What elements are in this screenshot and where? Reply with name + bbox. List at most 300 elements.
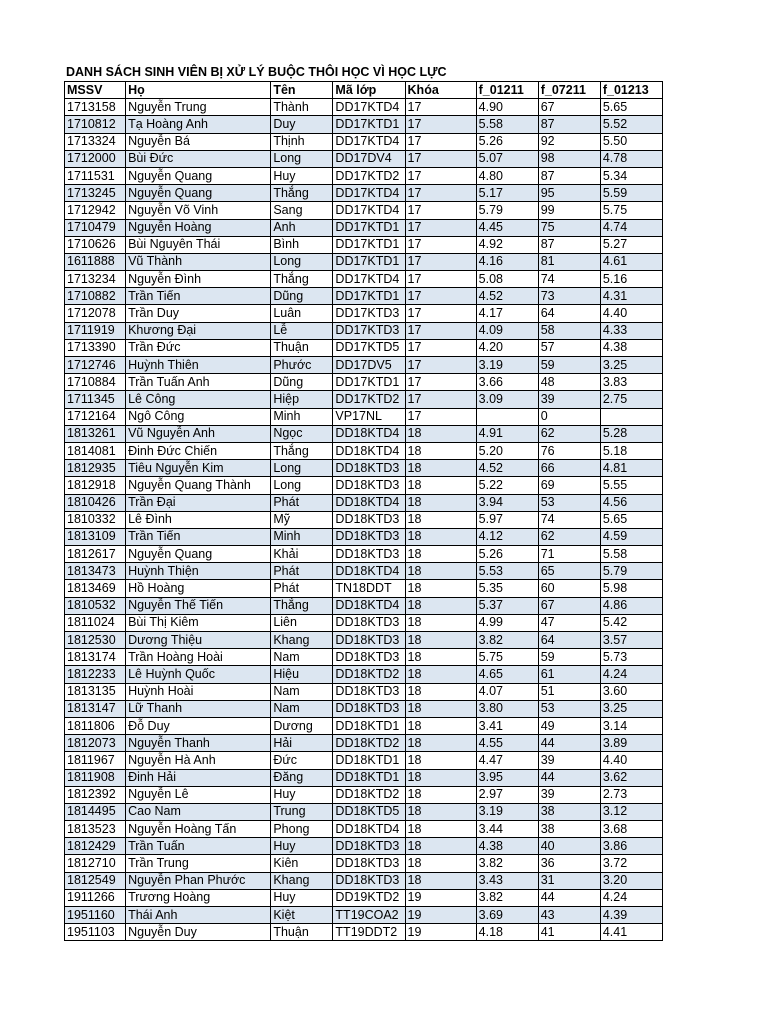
cell-f-07211[interactable]: 65	[538, 563, 600, 580]
cell-mssv[interactable]: 1712942	[65, 202, 126, 219]
cell-ten[interactable]: Anh	[271, 219, 333, 236]
cell-f-01213[interactable]: 5.28	[600, 425, 662, 442]
cell-ho[interactable]: Nguyễn Hà Anh	[126, 752, 271, 769]
cell-ma-lop[interactable]: DD18KTD3	[333, 614, 405, 631]
cell-ma-lop[interactable]: DD18KTD3	[333, 649, 405, 666]
cell-f-07211[interactable]: 53	[538, 494, 600, 511]
cell-ho[interactable]: Nguyễn Thanh	[126, 735, 271, 752]
cell-f-07211[interactable]: 74	[538, 511, 600, 528]
cell-ma-lop[interactable]: DD17KTD1	[333, 253, 405, 270]
cell-f-01211[interactable]: 4.65	[476, 666, 538, 683]
cell-ten[interactable]: Huy	[271, 786, 333, 803]
cell-f-01211[interactable]: 4.52	[476, 288, 538, 305]
cell-f-01213[interactable]: 3.83	[600, 374, 662, 391]
cell-mssv[interactable]: 1713158	[65, 99, 126, 116]
cell-f-01211[interactable]: 4.80	[476, 167, 538, 184]
cell-ho[interactable]: Tiêu Nguyễn Kim	[126, 460, 271, 477]
cell-ho[interactable]: Trần Tuấn Anh	[126, 374, 271, 391]
cell-ma-lop[interactable]: DD18KTD3	[333, 700, 405, 717]
cell-f-01211[interactable]: 4.99	[476, 614, 538, 631]
cell-f-01211[interactable]: 5.37	[476, 597, 538, 614]
cell-mssv[interactable]: 1813174	[65, 649, 126, 666]
cell-khoa[interactable]: 18	[405, 855, 476, 872]
cell-mssv[interactable]: 1811967	[65, 752, 126, 769]
cell-mssv[interactable]: 1710884	[65, 374, 126, 391]
cell-ten[interactable]: Dương	[271, 717, 333, 734]
cell-f-01211[interactable]: 3.82	[476, 632, 538, 649]
cell-ho[interactable]: Vũ Thành	[126, 253, 271, 270]
cell-ma-lop[interactable]: DD17KTD1	[333, 219, 405, 236]
cell-khoa[interactable]: 18	[405, 769, 476, 786]
cell-ten[interactable]: Huy	[271, 838, 333, 855]
cell-khoa[interactable]: 17	[405, 167, 476, 184]
cell-f-01213[interactable]: 3.25	[600, 357, 662, 374]
cell-f-01213[interactable]: 5.18	[600, 442, 662, 459]
cell-f-07211[interactable]: 95	[538, 185, 600, 202]
cell-ho[interactable]: Bùi Đức	[126, 150, 271, 167]
cell-ma-lop[interactable]: DD17KTD4	[333, 202, 405, 219]
cell-khoa[interactable]: 17	[405, 271, 476, 288]
cell-f-01213[interactable]: 5.55	[600, 477, 662, 494]
cell-f-01211[interactable]: 3.95	[476, 769, 538, 786]
cell-mssv[interactable]: 1712078	[65, 305, 126, 322]
cell-f-07211[interactable]: 39	[538, 391, 600, 408]
cell-khoa[interactable]: 18	[405, 563, 476, 580]
cell-khoa[interactable]: 18	[405, 460, 476, 477]
cell-ten[interactable]: Bình	[271, 236, 333, 253]
cell-f-01213[interactable]: 4.78	[600, 150, 662, 167]
cell-f-01213[interactable]: 4.33	[600, 322, 662, 339]
cell-mssv[interactable]: 1812530	[65, 632, 126, 649]
cell-ma-lop[interactable]: DD18KTD3	[333, 460, 405, 477]
cell-f-01213[interactable]: 4.24	[600, 666, 662, 683]
cell-mssv[interactable]: 1814495	[65, 803, 126, 820]
cell-khoa[interactable]: 18	[405, 838, 476, 855]
cell-mssv[interactable]: 1811908	[65, 769, 126, 786]
cell-f-01211[interactable]: 5.22	[476, 477, 538, 494]
cell-ten[interactable]: Thắng	[271, 597, 333, 614]
cell-ten[interactable]: Minh	[271, 528, 333, 545]
cell-ma-lop[interactable]: DD17KTD1	[333, 116, 405, 133]
cell-f-07211[interactable]: 31	[538, 872, 600, 889]
cell-ten[interactable]: Hiệp	[271, 391, 333, 408]
cell-ten[interactable]: Thành	[271, 99, 333, 116]
cell-ho[interactable]: Vũ Nguyễn Anh	[126, 425, 271, 442]
cell-f-01211[interactable]: 5.20	[476, 442, 538, 459]
cell-f-01213[interactable]: 4.86	[600, 597, 662, 614]
cell-f-01213[interactable]: 2.73	[600, 786, 662, 803]
cell-ma-lop[interactable]: DD17KTD4	[333, 99, 405, 116]
cell-khoa[interactable]: 17	[405, 339, 476, 356]
cell-ho[interactable]: Tạ Hoàng Anh	[126, 116, 271, 133]
cell-ma-lop[interactable]: DD18KTD3	[333, 528, 405, 545]
cell-mssv[interactable]: 1813523	[65, 821, 126, 838]
cell-f-01211[interactable]: 3.44	[476, 821, 538, 838]
cell-ho[interactable]: Nguyễn Quang	[126, 546, 271, 563]
cell-ten[interactable]: Đăng	[271, 769, 333, 786]
cell-f-07211[interactable]: 51	[538, 683, 600, 700]
cell-ho[interactable]: Đỗ Duy	[126, 717, 271, 734]
cell-ten[interactable]: Long	[271, 477, 333, 494]
cell-ho[interactable]: Lữ Thanh	[126, 700, 271, 717]
cell-ten[interactable]: Minh	[271, 408, 333, 425]
cell-f-01213[interactable]: 2.75	[600, 391, 662, 408]
cell-ma-lop[interactable]: DD18KTD2	[333, 735, 405, 752]
cell-ho[interactable]: Lê Huỳnh Quốc	[126, 666, 271, 683]
cell-ten[interactable]: Nam	[271, 683, 333, 700]
cell-ma-lop[interactable]: DD18KTD1	[333, 717, 405, 734]
cell-khoa[interactable]: 17	[405, 236, 476, 253]
cell-f-01213[interactable]: 5.16	[600, 271, 662, 288]
cell-ten[interactable]: Thắng	[271, 442, 333, 459]
cell-f-07211[interactable]: 62	[538, 425, 600, 442]
cell-ho[interactable]: Nguyễn Võ Vinh	[126, 202, 271, 219]
cell-f-01211[interactable]: 3.19	[476, 803, 538, 820]
cell-ma-lop[interactable]: DD17KTD4	[333, 133, 405, 150]
cell-mssv[interactable]: 1710626	[65, 236, 126, 253]
cell-mssv[interactable]: 1813261	[65, 425, 126, 442]
cell-ho[interactable]: Thái Anh	[126, 907, 271, 924]
cell-ho[interactable]: Ngô Công	[126, 408, 271, 425]
cell-f-01211[interactable]: 3.43	[476, 872, 538, 889]
cell-mssv[interactable]: 1810332	[65, 511, 126, 528]
cell-f-07211[interactable]: 75	[538, 219, 600, 236]
cell-f-01211[interactable]: 4.20	[476, 339, 538, 356]
cell-f-07211[interactable]: 59	[538, 649, 600, 666]
cell-mssv[interactable]: 1813147	[65, 700, 126, 717]
cell-f-01211[interactable]: 4.09	[476, 322, 538, 339]
cell-f-07211[interactable]: 92	[538, 133, 600, 150]
cell-khoa[interactable]: 17	[405, 133, 476, 150]
cell-f-01211[interactable]: 4.17	[476, 305, 538, 322]
header-ma-lop[interactable]: Mã lớp	[333, 82, 405, 99]
cell-khoa[interactable]: 18	[405, 511, 476, 528]
cell-khoa[interactable]: 18	[405, 614, 476, 631]
cell-khoa[interactable]: 18	[405, 546, 476, 563]
cell-f-01213[interactable]: 5.75	[600, 202, 662, 219]
cell-ma-lop[interactable]: DD17KTD2	[333, 167, 405, 184]
cell-f-01213[interactable]: 4.61	[600, 253, 662, 270]
cell-ma-lop[interactable]: DD17KTD5	[333, 339, 405, 356]
cell-f-01213[interactable]: 4.56	[600, 494, 662, 511]
header-khoa[interactable]: Khóa	[405, 82, 476, 99]
cell-f-07211[interactable]: 67	[538, 597, 600, 614]
cell-f-07211[interactable]: 40	[538, 838, 600, 855]
cell-ma-lop[interactable]: DD18KTD4	[333, 597, 405, 614]
cell-ho[interactable]: Bùi Nguyên Thái	[126, 236, 271, 253]
cell-khoa[interactable]: 18	[405, 632, 476, 649]
cell-f-01213[interactable]: 4.59	[600, 528, 662, 545]
cell-ho[interactable]: Nguyễn Quang	[126, 167, 271, 184]
cell-mssv[interactable]: 1814081	[65, 442, 126, 459]
cell-ma-lop[interactable]: DD17KTD3	[333, 305, 405, 322]
cell-ho[interactable]: Đinh Đức Chiến	[126, 442, 271, 459]
cell-mssv[interactable]: 1812710	[65, 855, 126, 872]
cell-mssv[interactable]: 1712746	[65, 357, 126, 374]
cell-f-01211[interactable]: 5.07	[476, 150, 538, 167]
cell-f-01213[interactable]: 5.65	[600, 99, 662, 116]
cell-ma-lop[interactable]: DD17KTD1	[333, 288, 405, 305]
cell-khoa[interactable]: 17	[405, 408, 476, 425]
cell-ma-lop[interactable]: TT19COA2	[333, 907, 405, 924]
cell-khoa[interactable]: 18	[405, 666, 476, 683]
cell-ten[interactable]: Thuận	[271, 924, 333, 941]
cell-f-01211[interactable]: 5.75	[476, 649, 538, 666]
cell-ho[interactable]: Huỳnh Hoài	[126, 683, 271, 700]
cell-f-01211[interactable]: 2.97	[476, 786, 538, 803]
cell-f-01213[interactable]: 3.60	[600, 683, 662, 700]
cell-f-01213[interactable]: 4.81	[600, 460, 662, 477]
cell-ma-lop[interactable]: DD17KTD1	[333, 236, 405, 253]
cell-f-01211[interactable]: 5.26	[476, 546, 538, 563]
header-ho[interactable]: Họ	[126, 82, 271, 99]
cell-mssv[interactable]: 1951103	[65, 924, 126, 941]
cell-ma-lop[interactable]: DD18KTD4	[333, 821, 405, 838]
cell-ho[interactable]: Trần Tuấn	[126, 838, 271, 855]
cell-mssv[interactable]: 1812935	[65, 460, 126, 477]
cell-ho[interactable]: Huỳnh Thiện	[126, 563, 271, 580]
cell-ma-lop[interactable]: DD17KTD4	[333, 271, 405, 288]
cell-ho[interactable]: Dương Thiệu	[126, 632, 271, 649]
cell-ma-lop[interactable]: DD17KTD2	[333, 391, 405, 408]
cell-mssv[interactable]: 1712000	[65, 150, 126, 167]
cell-ten[interactable]: Khải	[271, 546, 333, 563]
cell-f-01211[interactable]: 5.26	[476, 133, 538, 150]
cell-ten[interactable]: Khang	[271, 632, 333, 649]
cell-mssv[interactable]: 1811806	[65, 717, 126, 734]
cell-f-07211[interactable]: 62	[538, 528, 600, 545]
cell-ten[interactable]: Phát	[271, 563, 333, 580]
cell-f-07211[interactable]: 0	[538, 408, 600, 425]
cell-f-01213[interactable]: 5.65	[600, 511, 662, 528]
cell-f-01213[interactable]: 5.52	[600, 116, 662, 133]
cell-f-07211[interactable]: 60	[538, 580, 600, 597]
cell-f-01211[interactable]: 4.47	[476, 752, 538, 769]
cell-mssv[interactable]: 1710882	[65, 288, 126, 305]
cell-ten[interactable]: Thắng	[271, 185, 333, 202]
cell-ho[interactable]: Trần Hoàng Hoài	[126, 649, 271, 666]
cell-f-07211[interactable]: 53	[538, 700, 600, 717]
cell-mssv[interactable]: 1711531	[65, 167, 126, 184]
cell-mssv[interactable]: 1812549	[65, 872, 126, 889]
cell-ma-lop[interactable]: DD19KTD2	[333, 889, 405, 906]
cell-ho[interactable]: Đinh Hải	[126, 769, 271, 786]
cell-ten[interactable]: Phước	[271, 357, 333, 374]
cell-ma-lop[interactable]: DD17DV5	[333, 357, 405, 374]
cell-f-07211[interactable]: 44	[538, 735, 600, 752]
cell-ma-lop[interactable]: DD18KTD4	[333, 494, 405, 511]
cell-f-07211[interactable]: 44	[538, 889, 600, 906]
cell-f-07211[interactable]: 39	[538, 752, 600, 769]
cell-ho[interactable]: Bùi Thị Kiêm	[126, 614, 271, 631]
header-ten[interactable]: Tên	[271, 82, 333, 99]
cell-f-01211[interactable]: 3.41	[476, 717, 538, 734]
header-f-07211[interactable]: f_07211	[538, 82, 600, 99]
cell-f-07211[interactable]: 73	[538, 288, 600, 305]
cell-ten[interactable]: Hải	[271, 735, 333, 752]
cell-f-01213[interactable]: 4.40	[600, 752, 662, 769]
cell-f-01211[interactable]: 3.80	[476, 700, 538, 717]
cell-f-07211[interactable]: 61	[538, 666, 600, 683]
cell-mssv[interactable]: 1812073	[65, 735, 126, 752]
cell-f-07211[interactable]: 43	[538, 907, 600, 924]
cell-f-01211[interactable]: 3.69	[476, 907, 538, 924]
cell-mssv[interactable]: 1812918	[65, 477, 126, 494]
cell-f-01211[interactable]: 5.08	[476, 271, 538, 288]
cell-ho[interactable]: Trương Hoàng	[126, 889, 271, 906]
cell-f-01213[interactable]: 4.24	[600, 889, 662, 906]
cell-mssv[interactable]: 1812392	[65, 786, 126, 803]
cell-f-01211[interactable]: 4.38	[476, 838, 538, 855]
cell-khoa[interactable]: 17	[405, 116, 476, 133]
cell-ho[interactable]: Nguyễn Thế Tiến	[126, 597, 271, 614]
cell-ma-lop[interactable]: DD18KTD3	[333, 477, 405, 494]
cell-ho[interactable]: Huỳnh Thiên	[126, 357, 271, 374]
cell-f-07211[interactable]: 66	[538, 460, 600, 477]
cell-ten[interactable]: Dũng	[271, 288, 333, 305]
cell-ma-lop[interactable]: DD17DV4	[333, 150, 405, 167]
cell-ho[interactable]: Nguyễn Phan Phước	[126, 872, 271, 889]
cell-f-01211[interactable]: 3.82	[476, 855, 538, 872]
cell-khoa[interactable]: 18	[405, 700, 476, 717]
cell-f-07211[interactable]: 39	[538, 786, 600, 803]
cell-ma-lop[interactable]: DD18KTD3	[333, 546, 405, 563]
cell-ma-lop[interactable]: DD18KTD3	[333, 855, 405, 872]
cell-f-07211[interactable]: 69	[538, 477, 600, 494]
cell-khoa[interactable]: 18	[405, 528, 476, 545]
cell-ma-lop[interactable]: DD18KTD5	[333, 803, 405, 820]
cell-khoa[interactable]: 18	[405, 735, 476, 752]
cell-ma-lop[interactable]: TT19DDT2	[333, 924, 405, 941]
cell-f-01213[interactable]: 4.38	[600, 339, 662, 356]
cell-ma-lop[interactable]: DD18KTD3	[333, 872, 405, 889]
cell-ho[interactable]: Cao Nam	[126, 803, 271, 820]
cell-mssv[interactable]: 1911266	[65, 889, 126, 906]
cell-mssv[interactable]: 1812429	[65, 838, 126, 855]
cell-ho[interactable]: Nguyễn Quang Thành	[126, 477, 271, 494]
cell-f-07211[interactable]: 41	[538, 924, 600, 941]
cell-mssv[interactable]: 1813473	[65, 563, 126, 580]
cell-f-01213[interactable]: 3.57	[600, 632, 662, 649]
cell-ten[interactable]: Mỹ	[271, 511, 333, 528]
cell-ma-lop[interactable]: DD18KTD2	[333, 786, 405, 803]
cell-ten[interactable]: Thắng	[271, 271, 333, 288]
cell-f-01211[interactable]: 4.91	[476, 425, 538, 442]
cell-ma-lop[interactable]: DD18KTD3	[333, 632, 405, 649]
cell-f-01213[interactable]: 5.34	[600, 167, 662, 184]
cell-f-01211[interactable]: 4.92	[476, 236, 538, 253]
cell-f-01213[interactable]: 5.98	[600, 580, 662, 597]
cell-ho[interactable]: Trần Duy	[126, 305, 271, 322]
cell-f-01211[interactable]: 3.82	[476, 889, 538, 906]
cell-f-07211[interactable]: 87	[538, 116, 600, 133]
cell-f-01213[interactable]: 3.68	[600, 821, 662, 838]
cell-f-01211[interactable]: 4.07	[476, 683, 538, 700]
cell-f-07211[interactable]: 44	[538, 769, 600, 786]
cell-khoa[interactable]: 17	[405, 305, 476, 322]
cell-khoa[interactable]: 18	[405, 683, 476, 700]
cell-khoa[interactable]: 18	[405, 597, 476, 614]
cell-khoa[interactable]: 18	[405, 494, 476, 511]
cell-ten[interactable]: Kiệt	[271, 907, 333, 924]
cell-khoa[interactable]: 17	[405, 185, 476, 202]
cell-f-01211[interactable]: 3.09	[476, 391, 538, 408]
cell-ma-lop[interactable]: DD18KTD2	[333, 666, 405, 683]
cell-f-01211[interactable]: 4.55	[476, 735, 538, 752]
cell-ho[interactable]: Nguyễn Quang	[126, 185, 271, 202]
cell-khoa[interactable]: 18	[405, 786, 476, 803]
cell-f-07211[interactable]: 74	[538, 271, 600, 288]
cell-ten[interactable]: Long	[271, 253, 333, 270]
cell-f-01213[interactable]: 4.74	[600, 219, 662, 236]
cell-ma-lop[interactable]: DD18KTD3	[333, 683, 405, 700]
cell-khoa[interactable]: 17	[405, 374, 476, 391]
cell-mssv[interactable]: 1813135	[65, 683, 126, 700]
cell-ho[interactable]: Khương Đại	[126, 322, 271, 339]
cell-f-01213[interactable]: 3.89	[600, 735, 662, 752]
cell-f-07211[interactable]: 36	[538, 855, 600, 872]
cell-f-01211[interactable]: 4.18	[476, 924, 538, 941]
cell-khoa[interactable]: 18	[405, 821, 476, 838]
cell-ten[interactable]: Lễ	[271, 322, 333, 339]
cell-ho[interactable]: Nguyễn Hoàng Tấn	[126, 821, 271, 838]
cell-f-01211[interactable]: 3.19	[476, 357, 538, 374]
cell-ten[interactable]: Long	[271, 150, 333, 167]
cell-f-07211[interactable]: 81	[538, 253, 600, 270]
cell-khoa[interactable]: 18	[405, 649, 476, 666]
cell-f-07211[interactable]: 76	[538, 442, 600, 459]
cell-ten[interactable]: Hiệu	[271, 666, 333, 683]
cell-ten[interactable]: Phong	[271, 821, 333, 838]
cell-ten[interactable]: Liên	[271, 614, 333, 631]
cell-mssv[interactable]: 1811024	[65, 614, 126, 631]
cell-f-07211[interactable]: 87	[538, 236, 600, 253]
cell-ten[interactable]: Nam	[271, 700, 333, 717]
cell-mssv[interactable]: 1810426	[65, 494, 126, 511]
cell-f-07211[interactable]: 98	[538, 150, 600, 167]
cell-ma-lop[interactable]: DD18KTD3	[333, 838, 405, 855]
cell-ho[interactable]: Lê Công	[126, 391, 271, 408]
cell-khoa[interactable]: 18	[405, 425, 476, 442]
cell-f-07211[interactable]: 87	[538, 167, 600, 184]
cell-f-07211[interactable]: 58	[538, 322, 600, 339]
cell-f-01213[interactable]: 3.72	[600, 855, 662, 872]
cell-f-01213[interactable]: 5.50	[600, 133, 662, 150]
cell-f-01213[interactable]: 3.25	[600, 700, 662, 717]
cell-f-01213[interactable]	[600, 408, 662, 425]
cell-f-01211[interactable]: 3.94	[476, 494, 538, 511]
cell-ten[interactable]: Đức	[271, 752, 333, 769]
cell-ho[interactable]: Nguyễn Đình	[126, 271, 271, 288]
cell-mssv[interactable]: 1713245	[65, 185, 126, 202]
cell-f-01213[interactable]: 4.41	[600, 924, 662, 941]
cell-ten[interactable]: Kiên	[271, 855, 333, 872]
cell-f-07211[interactable]: 99	[538, 202, 600, 219]
cell-f-01213[interactable]: 5.79	[600, 563, 662, 580]
header-f-01211[interactable]: f_01211	[476, 82, 538, 99]
cell-ten[interactable]: Trung	[271, 803, 333, 820]
cell-ma-lop[interactable]: DD17KTD4	[333, 185, 405, 202]
cell-ma-lop[interactable]: DD18KTD3	[333, 511, 405, 528]
cell-mssv[interactable]: 1713234	[65, 271, 126, 288]
cell-khoa[interactable]: 19	[405, 889, 476, 906]
cell-f-07211[interactable]: 64	[538, 305, 600, 322]
cell-mssv[interactable]: 1810532	[65, 597, 126, 614]
cell-khoa[interactable]: 17	[405, 202, 476, 219]
cell-khoa[interactable]: 19	[405, 924, 476, 941]
cell-f-07211[interactable]: 64	[538, 632, 600, 649]
cell-f-07211[interactable]: 47	[538, 614, 600, 631]
